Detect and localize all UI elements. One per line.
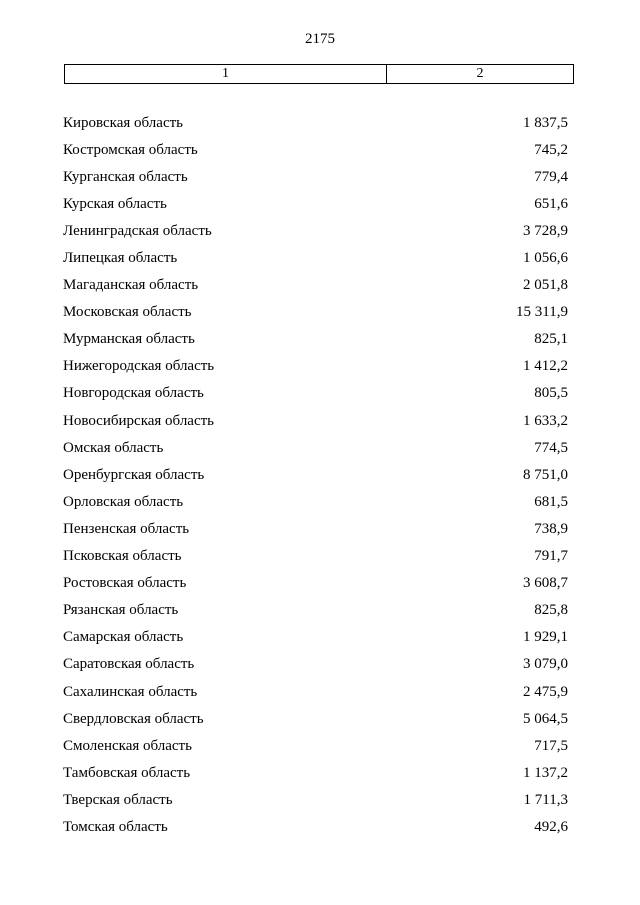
- region-name: Самарская область: [63, 629, 184, 646]
- table-row: [63, 109, 568, 136]
- region-name: Новосибирская область: [63, 412, 215, 429]
- page-number: 2175: [305, 31, 335, 47]
- region-name: Костромская область: [63, 141, 198, 158]
- table-row: [63, 624, 568, 651]
- region-name: Ленинградская область: [63, 222, 212, 239]
- column-header-2: 2: [476, 66, 484, 81]
- region-name: Томская область: [63, 818, 168, 835]
- region-value: 1 711,3: [523, 791, 568, 808]
- region-value: 738,9: [534, 520, 568, 537]
- table-row: [63, 299, 568, 326]
- region-value: 825,1: [534, 331, 568, 348]
- region-value: 805,5: [534, 385, 568, 402]
- region-value: 3 079,0: [523, 656, 568, 673]
- table-row: [63, 759, 568, 786]
- region-value: 791,7: [534, 548, 568, 565]
- region-value: 3 608,7: [523, 575, 568, 592]
- column-header-table: [64, 64, 574, 84]
- region-value: 8 751,0: [523, 466, 568, 483]
- table-row: [63, 515, 568, 542]
- column-header-1: 1: [65, 65, 387, 83]
- region-name: Курская область: [63, 195, 167, 212]
- table-row: [63, 543, 568, 570]
- region-value: 3 728,9: [523, 222, 568, 239]
- region-name: Сахалинская область: [63, 683, 198, 700]
- region-value: 681,5: [534, 493, 568, 510]
- region-name: Тамбовская область: [63, 764, 191, 781]
- table-row: [63, 163, 568, 190]
- region-name: Омская область: [63, 439, 164, 456]
- region-value: 1 633,2: [523, 412, 568, 429]
- region-value: 1 056,6: [523, 250, 568, 267]
- table-row: [63, 380, 568, 407]
- region-name: Смоленская область: [63, 737, 192, 754]
- region-value: 651,6: [534, 195, 568, 212]
- region-name: Тверская область: [63, 791, 173, 808]
- region-name: Рязанская область: [63, 602, 179, 619]
- region-name: Ростовская область: [63, 575, 187, 592]
- table-row: [63, 570, 568, 597]
- region-value: 1 412,2: [523, 358, 568, 375]
- region-value: 492,6: [534, 818, 568, 835]
- region-name: Свердловская область: [63, 710, 204, 727]
- table-body: [63, 109, 568, 841]
- region-value: 1 929,1: [523, 629, 568, 646]
- region-value: 825,8: [534, 602, 568, 619]
- region-value: 5 064,5: [523, 710, 568, 727]
- region-name: Мурманская область: [63, 331, 195, 348]
- table-row: [63, 353, 568, 380]
- table-row: [63, 651, 568, 678]
- region-name: Курганская область: [63, 168, 188, 185]
- region-value: 15 311,9: [516, 304, 568, 321]
- table-row: [63, 190, 568, 217]
- table-row: [63, 813, 568, 840]
- region-name: Орловская область: [63, 493, 184, 510]
- region-value: 779,4: [534, 168, 568, 185]
- region-value: 1 837,5: [523, 114, 568, 131]
- region-name: Псковская область: [63, 548, 182, 565]
- table-row: [63, 678, 568, 705]
- region-name: Нижегородская область: [63, 358, 215, 375]
- table-row: [63, 272, 568, 299]
- region-value: 2 051,8: [523, 277, 568, 294]
- region-value: 1 137,2: [523, 764, 568, 781]
- table-row: [63, 407, 568, 434]
- region-value: 717,5: [534, 737, 568, 754]
- region-name: Саратовская область: [63, 656, 195, 673]
- region-name: Новгородская область: [63, 385, 204, 402]
- table-row: [63, 244, 568, 271]
- region-name: Оренбургская область: [63, 466, 205, 483]
- table-row: [63, 434, 568, 461]
- region-value: 745,2: [534, 141, 568, 158]
- table-row: [63, 488, 568, 515]
- region-name: Московская область: [63, 304, 192, 321]
- table-row: [63, 597, 568, 624]
- region-value: 774,5: [534, 439, 568, 456]
- table-row: [63, 136, 568, 163]
- table-row: [63, 326, 568, 353]
- region-name: Липецкая область: [63, 250, 178, 267]
- table-row: [63, 217, 568, 244]
- table-row: [63, 786, 568, 813]
- table-row: [63, 461, 568, 488]
- region-value: 2 475,9: [523, 683, 568, 700]
- table-row: [63, 732, 568, 759]
- region-name: Магаданская область: [63, 277, 199, 294]
- table-row: [63, 705, 568, 732]
- region-name: Кировская область: [63, 114, 184, 131]
- region-name: Пензенская область: [63, 520, 190, 537]
